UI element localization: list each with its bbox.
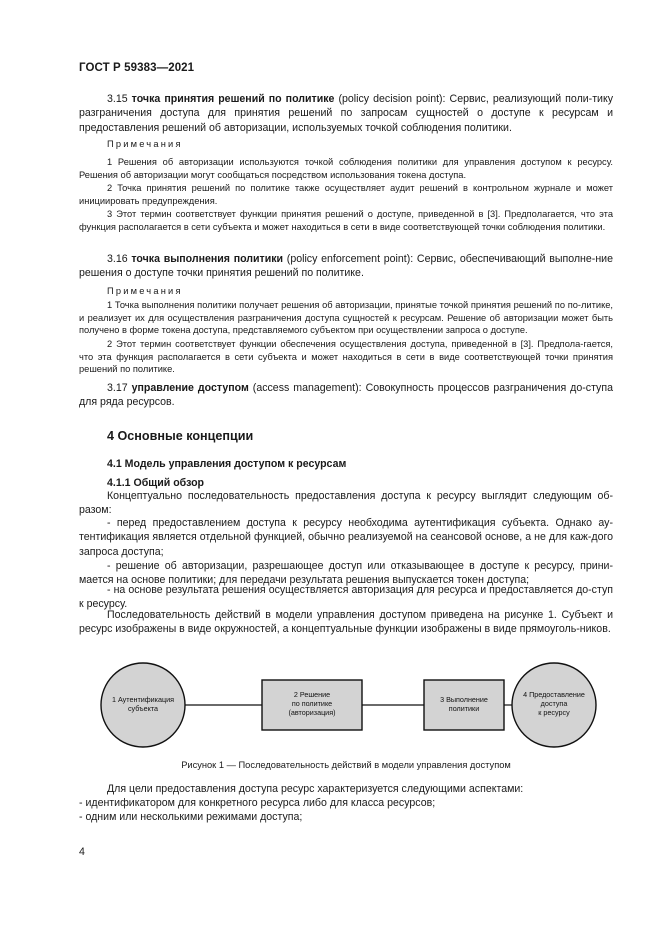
- note-item: 3 Этот термин соответствует функции принятия решений о доступе, приведенной в [3]. Предполагается, что эта функция располагается в сети субъекта и может находиться в сети в виде соответствующей точки соблюдения политики.: [79, 209, 613, 232]
- definition-term: точка выполнения политики: [131, 253, 284, 265]
- definition-term: управление доступом: [131, 382, 249, 394]
- definition-3-15: [79, 92, 613, 135]
- definition-3-16: [79, 252, 613, 281]
- definition-number: 3.15: [107, 93, 132, 105]
- definition-3-17: [79, 381, 613, 410]
- definition-term: точка принятия решений по политике: [131, 93, 335, 105]
- definition-text: (policy enforcement point): Сервис, обеспечивающий выполне-ние решения о доступе точки принятия решений по политике.: [79, 253, 613, 280]
- section-heading-4-1-1: 4.1.1 Общий обзор: [107, 477, 205, 489]
- node-label: по политике: [291, 699, 333, 708]
- access-sequence-diagram: [98, 660, 598, 754]
- node-label: 1 Аутентификация: [111, 695, 175, 704]
- aspects-intro: Для цели предоставления доступа ресурс характеризуется следующими аспектами:: [107, 783, 524, 795]
- overview-item: - на основе результата решения осуществляется авторизация для ресурса и предоставляется до-ступ к ресурсу.: [79, 584, 613, 611]
- node-label: 2 Решение: [293, 690, 331, 699]
- notes-title: Примечания: [107, 286, 183, 296]
- aspects-item: - одним или несколькими режимами доступа;: [79, 811, 303, 823]
- note-item: 2 Этот термин соответствует функции обеспечения осуществления доступа, приведенной в [3]. Предпола-гается, что эта функция располагается в сети субъекта и может находиться в сети в виде соответствующей точки принятия решений по политике.: [79, 339, 613, 375]
- node-label: политики: [448, 704, 480, 713]
- page-number: 4: [79, 846, 85, 858]
- node-label: 3 Выполнение: [440, 695, 488, 704]
- definition-text: (access management): Совокупность процессов разграничения до-ступа для ряда ресурсов.: [79, 382, 613, 409]
- note-item: 2 Точка принятия решений по политике также осуществляет аудит решений в контрольном журнале и может инициировать предупреждения.: [79, 183, 613, 206]
- section-heading-4-1: 4.1 Модель управления доступом к ресурсам: [107, 458, 347, 470]
- document-header: ГОСТ Р 59383—2021: [79, 62, 195, 74]
- definition-text: (policy decision point): Сервис, реализующий поли-тику разграничения доступа для принятия решений по запросам сущностей о доступе к ресурсам и предоставления решений об авторизации, используемых точкой соблюдения политики.: [79, 93, 614, 134]
- overview-intro: Концептуально последовательность предоставления доступа к ресурсу выглядит следующим об-разом:: [79, 490, 613, 517]
- notes-title: Примечания: [107, 139, 183, 149]
- node-label: субъекта: [127, 704, 159, 713]
- definition-number: 3.16: [107, 253, 132, 265]
- overview-item: - решение об авторизации, разрешающее доступ или отказывающее в доступе к ресурсу, прини-мается на основе политики; для передачи результата решения выпускается токен доступа;: [79, 560, 613, 587]
- section-heading-4: 4 Основные концепции: [107, 429, 254, 443]
- node-label: к ресурсу: [538, 708, 570, 717]
- definition-number: 3.17: [107, 382, 132, 394]
- node-label: доступа: [540, 699, 568, 708]
- overview-outro: Последовательность действий в модели управления доступом приведена на рисунке 1. Субъект и ресурс изображены в виде окружностей, а концептуальные функции изображены в виде прямоуголь-ников.: [79, 609, 613, 636]
- aspects-item: - идентификатором для конкретного ресурса либо для класса ресурсов;: [79, 797, 436, 809]
- overview-item: - перед предоставлением доступа к ресурсу необходима аутентификация субъекта. Однако ау-тентификация является отдельной функцией, обычно реализуемой на сеансовой основе, а не для каж-дого запроса доступа;: [79, 517, 613, 558]
- node-label: 4 Предоставление: [523, 690, 585, 699]
- node-label: (авторизация): [288, 708, 336, 717]
- figure-caption: Рисунок 1 — Последовательность действий в модели управления доступом: [181, 760, 511, 770]
- note-item: 1 Точка выполнения политики получает решения об авторизации, принятые точкой принятия решений по по-литике, и реализует их для осуществления разграничения доступа сущностей к ресурсам. Решение об авторизации может быть получено в форме токена доступа, представляемого субъектом при осуществлении запроса о доступе.: [79, 300, 613, 336]
- note-item: 1 Решения об авторизации используются точкой соблюдения политики для управления доступом к ресурсу. Решения об авторизации могут сообщаться посредством использования токена доступа.: [79, 157, 613, 180]
